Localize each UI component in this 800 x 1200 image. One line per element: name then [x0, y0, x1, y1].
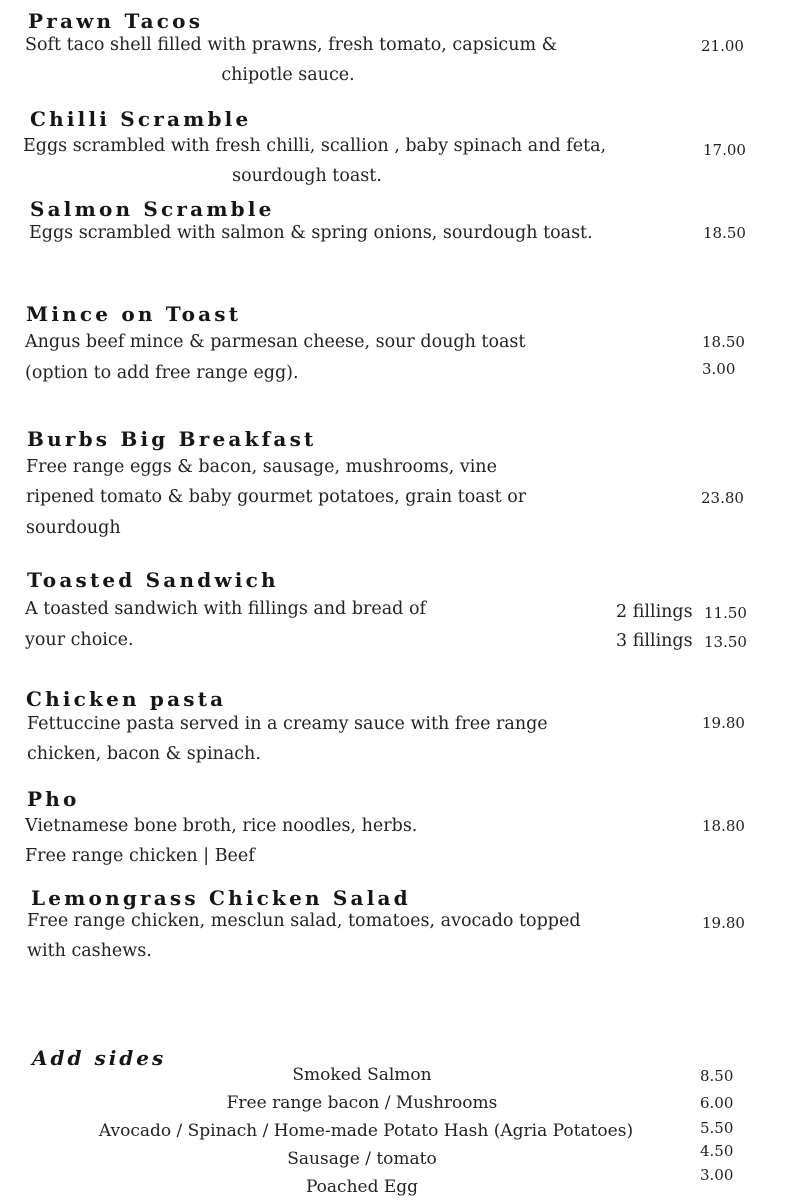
item-title-toasted-sandwich: Toasted Sandwich — [27, 568, 279, 592]
item-price-option: 3.00 — [702, 360, 736, 378]
item-desc-line: Free range chicken, mesclun salad, tomatoes, avocado topped — [27, 911, 581, 931]
item-desc-line: A toasted sandwich with fillings and bread of — [25, 599, 426, 619]
item-price: 19.80 — [702, 914, 745, 932]
item-desc-line: Eggs scrambled with salmon & spring onions, sourdough toast. — [29, 223, 593, 243]
option-price: 13.50 — [704, 633, 747, 651]
option-price: 11.50 — [704, 604, 747, 622]
item-desc-line: sourdough — [26, 518, 121, 538]
item-desc-line: your choice. — [25, 630, 134, 650]
item-desc-line: Vietnamese bone broth, rice noodles, herbs. — [25, 816, 418, 836]
item-desc-line: sourdough toast. — [232, 166, 382, 186]
item-title-chicken-pasta: Chicken pasta — [26, 687, 227, 711]
item-desc-line: chicken, bacon & spinach. — [27, 744, 261, 764]
item-desc-line: Free range chicken | Beef — [25, 846, 255, 866]
item-price: 17.00 — [703, 141, 746, 159]
item-price: 21.00 — [701, 37, 744, 55]
option-label: 2 fillings — [616, 602, 693, 622]
item-desc-line: Eggs scrambled with fresh chilli, scallion , baby spinach and feta, — [23, 136, 607, 156]
side-item: Sausage / tomato — [287, 1149, 437, 1169]
option-label: 3 fillings — [616, 631, 693, 651]
item-price: 18.50 — [702, 333, 745, 351]
item-desc-line: Fettuccine pasta served in a creamy sauce with free range — [27, 714, 548, 734]
item-title-prawn-tacos: Prawn Tacos — [28, 9, 204, 33]
item-desc-line: (option to add free range egg). — [25, 363, 299, 383]
item-title-lemongrass-chicken-salad: Lemongrass Chicken Salad — [31, 886, 411, 910]
sides-heading: Add sides — [32, 1046, 167, 1070]
item-title-mince-on-toast: Mince on Toast — [26, 302, 242, 326]
item-desc-line: chipotle sauce. — [221, 65, 355, 85]
item-desc-line: Soft taco shell filled with prawns, fresh tomato, capsicum & — [25, 35, 558, 55]
item-desc-line: Angus beef mince & parmesan cheese, sour dough toast — [25, 332, 526, 352]
item-desc-line: Free range eggs & bacon, sausage, mushrooms, vine — [26, 457, 497, 477]
side-price: 8.50 — [700, 1067, 734, 1085]
item-price: 18.50 — [703, 224, 746, 242]
item-desc-line: with cashews. — [27, 941, 152, 961]
side-item: Poached Egg — [305, 1177, 419, 1197]
item-title-chilli-scramble: Chilli Scramble — [30, 107, 252, 131]
item-desc-line: ripened tomato & baby gourmet potatoes, grain toast or — [26, 487, 527, 507]
side-price: 3.00 — [700, 1166, 734, 1184]
item-title-burbs-big-breakfast: Burbs Big Breakfast — [27, 427, 317, 451]
side-item: Smoked Salmon — [292, 1065, 432, 1085]
item-price: 19.80 — [702, 714, 745, 732]
item-title-salmon-scramble: Salmon Scramble — [30, 197, 275, 221]
side-price: 6.00 — [700, 1094, 734, 1112]
item-price: 18.80 — [702, 817, 745, 835]
item-price: 23.80 — [701, 489, 744, 507]
side-price: 4.50 — [700, 1142, 734, 1160]
side-price: 5.50 — [700, 1119, 734, 1137]
side-item: Free range bacon / Mushrooms — [226, 1093, 498, 1113]
item-title-pho: Pho — [27, 787, 80, 811]
side-item: Avocado / Spinach / Home-made Potato Hash (Agria Potatoes) — [98, 1121, 634, 1141]
